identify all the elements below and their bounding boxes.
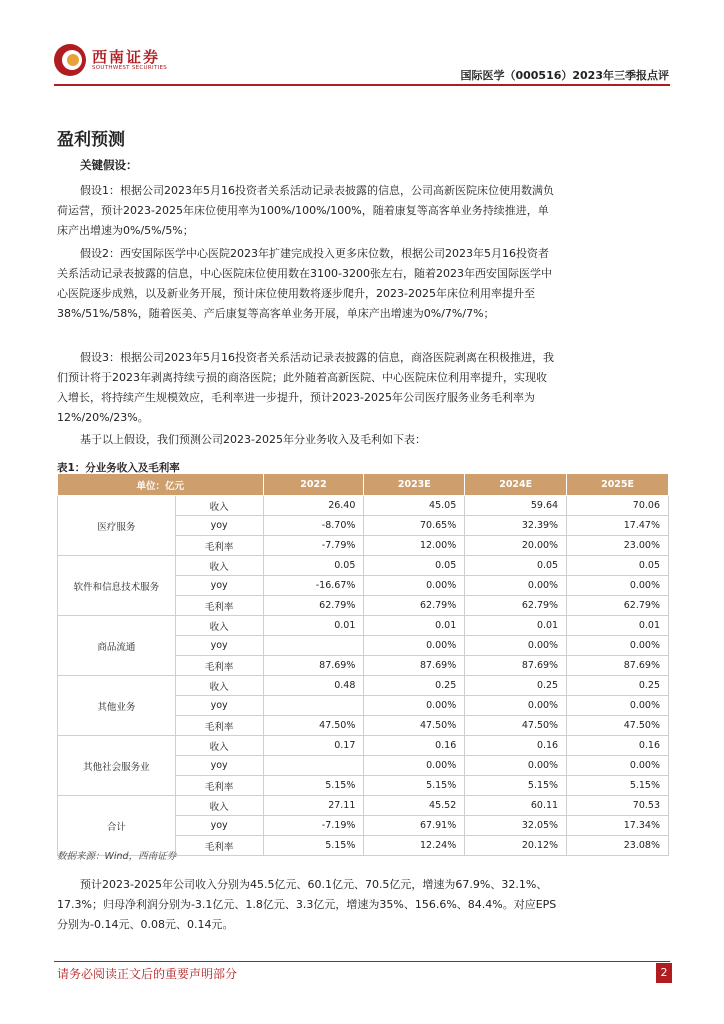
unit-header: 单位：亿元	[58, 474, 264, 496]
value-cell: 60.11	[465, 796, 567, 816]
segment-name-cell: 软件和信息技术服务	[58, 556, 176, 616]
value-cell: 0.25	[364, 676, 465, 696]
value-cell: 5.15%	[364, 776, 465, 796]
value-cell: 23.08%	[567, 836, 669, 856]
footer-divider	[54, 961, 670, 962]
value-cell: 32.05%	[465, 816, 567, 836]
value-cell: 62.79%	[465, 596, 567, 616]
value-cell: 0.25	[567, 676, 669, 696]
value-cell: 0.00%	[567, 756, 669, 776]
value-cell: 0.00%	[567, 696, 669, 716]
value-cell: 0.00%	[465, 576, 567, 596]
table-row	[58, 736, 669, 756]
forecast-summary-paragraph: 预计2023-2025年公司收入分别为45.5亿元、60.1亿元、70.5亿元，增速为67.9%、32.1%、17.3%；归母净利润分别为-3.1亿元、1.8亿元、3.3亿元，增速为35%、156.6%、84.4%。对应EPS分别为-0.14元、0.08元、0.14元。	[57, 878, 557, 931]
segment-name-cell: 合计	[58, 796, 176, 856]
data-source: 数据来源：Wind，西南证券	[57, 851, 177, 862]
value-cell: 20.12%	[465, 836, 567, 856]
metric-label-cell: 毛利率	[175, 536, 263, 556]
value-cell: 0.00%	[364, 756, 465, 776]
value-cell: 5.15%	[567, 776, 669, 796]
table-row	[58, 616, 669, 636]
value-cell: 87.69%	[364, 656, 465, 676]
segment-revenue-table	[57, 473, 669, 856]
value-cell: 45.52	[364, 796, 465, 816]
value-cell: 0.01	[465, 616, 567, 636]
metric-label-cell: yoy	[175, 636, 263, 656]
value-cell: 0.00%	[465, 696, 567, 716]
metric-label-cell: 毛利率	[175, 656, 263, 676]
value-cell: 87.69%	[567, 656, 669, 676]
metric-label-cell: 收入	[175, 796, 263, 816]
footer-disclaimer: 请务必阅读正文后的重要声明部分	[57, 967, 238, 981]
value-cell: 47.50%	[364, 716, 465, 736]
value-cell: 47.50%	[465, 716, 567, 736]
value-cell: 70.06	[567, 496, 669, 516]
value-cell: 0.00%	[465, 756, 567, 776]
metric-label-cell: yoy	[175, 696, 263, 716]
table-row	[58, 676, 669, 696]
metric-label-cell: yoy	[175, 756, 263, 776]
value-cell: 0.05	[567, 556, 669, 576]
value-cell: 5.15%	[263, 776, 364, 796]
assumption-3-paragraph: 假设3：根据公司2023年5月16投资者关系活动记录表披露的信息，商洛医院剥离在积极推进，我们预计将于2023年剥离持续亏损的商洛医院；此外随着高新医院、中心医院床位利用率提升，实现收入增长，将持续产生规模效应，毛利率进一步提升，预计2023-2025年公司医疗服务业务毛利率为12%/20%/23%。	[57, 351, 554, 424]
metric-label-cell: 收入	[175, 676, 263, 696]
metric-label-cell: 毛利率	[175, 716, 263, 736]
value-cell: 0.48	[263, 676, 364, 696]
year-header: 2024E	[465, 474, 567, 496]
metric-label-cell: 收入	[175, 556, 263, 576]
value-cell: 87.69%	[263, 656, 364, 676]
value-cell: 0.16	[567, 736, 669, 756]
metric-label-cell: 毛利率	[175, 836, 263, 856]
value-cell: 0.05	[364, 556, 465, 576]
assumption-1-paragraph: 假设1：根据公司2023年5月16投资者关系活动记录表披露的信息，公司高新医院床位使用数满负荷运营，预计2023-2025年床位使用率为100%/100%/100%，随着康复等高客单业务持续推进，单床产出增速为0%/5%/5%；	[57, 184, 554, 237]
value-cell: 0.00%	[567, 636, 669, 656]
value-cell	[263, 696, 364, 716]
value-cell: 47.50%	[263, 716, 364, 736]
page-number: 2	[656, 963, 672, 983]
value-cell: 0.16	[364, 736, 465, 756]
header-divider	[54, 84, 670, 86]
value-cell: 70.53	[567, 796, 669, 816]
value-cell: 87.69%	[465, 656, 567, 676]
value-cell: 0.00%	[364, 636, 465, 656]
metric-label-cell: yoy	[175, 816, 263, 836]
value-cell: 26.40	[263, 496, 364, 516]
value-cell: 0.05	[465, 556, 567, 576]
value-cell: 27.11	[263, 796, 364, 816]
value-cell: -7.19%	[263, 816, 364, 836]
section-title: 盈利预测	[57, 130, 125, 150]
value-cell: 0.25	[465, 676, 567, 696]
key-assumptions-label: 关键假设：	[80, 158, 138, 172]
metric-label-cell: 收入	[175, 616, 263, 636]
metric-label-cell: yoy	[175, 576, 263, 596]
value-cell: 62.79%	[364, 596, 465, 616]
value-cell: 70.65%	[364, 516, 465, 536]
value-cell: 17.34%	[567, 816, 669, 836]
value-cell: 5.15%	[263, 836, 364, 856]
assumption-2-paragraph: 假设2：西安国际医学中心医院2023年扩建完成投入更多床位数，根据公司2023年5月16投资者关系活动记录表披露的信息，中心医院床位使用数在3100-3200张左右，随着2023年西安国际医学中心医院逐步成熟，以及新业务开展，预计床位使用数将逐步爬升，2023-2025年床位利用率提升至38%/51%/58%，随着医美、产后康复等高客单业务开展，单床产出增速为0%/7%/7%；	[57, 247, 552, 320]
metric-label-cell: yoy	[175, 516, 263, 536]
value-cell: 0.05	[263, 556, 364, 576]
value-cell: 12.00%	[364, 536, 465, 556]
value-cell	[263, 636, 364, 656]
metric-label-cell: 收入	[175, 496, 263, 516]
value-cell: -16.67%	[263, 576, 364, 596]
value-cell: 32.39%	[465, 516, 567, 536]
year-header: 2022	[263, 474, 364, 496]
company-logo	[54, 44, 204, 80]
value-cell: 62.79%	[263, 596, 364, 616]
value-cell: 47.50%	[567, 716, 669, 736]
value-cell: 12.24%	[364, 836, 465, 856]
value-cell: 0.01	[364, 616, 465, 636]
value-cell: 20.00%	[465, 536, 567, 556]
value-cell: 67.91%	[364, 816, 465, 836]
forecast-intro-paragraph: 基于以上假设，我们预测公司2023-2025年分业务收入及毛利如下表：	[80, 433, 426, 446]
segment-name-cell: 其他业务	[58, 676, 176, 736]
value-cell: -8.70%	[263, 516, 364, 536]
value-cell: 45.05	[364, 496, 465, 516]
logo-emblem-icon	[54, 44, 86, 76]
table-row	[58, 556, 669, 576]
value-cell: 0.01	[263, 616, 364, 636]
value-cell: -7.79%	[263, 536, 364, 556]
logo-english-name: SOUTHWEST SECURITIES	[92, 65, 168, 71]
value-cell: 59.64	[465, 496, 567, 516]
table-row	[58, 496, 669, 516]
value-cell: 0.01	[567, 616, 669, 636]
table-row	[58, 796, 669, 816]
value-cell: 17.47%	[567, 516, 669, 536]
value-cell: 62.79%	[567, 596, 669, 616]
metric-label-cell: 收入	[175, 736, 263, 756]
year-header: 2023E	[364, 474, 465, 496]
value-cell	[263, 756, 364, 776]
metric-label-cell: 毛利率	[175, 596, 263, 616]
table-header-row	[58, 474, 669, 496]
value-cell: 0.00%	[465, 636, 567, 656]
segment-name-cell: 医疗服务	[58, 496, 176, 556]
value-cell: 23.00%	[567, 536, 669, 556]
metric-label-cell: 毛利率	[175, 776, 263, 796]
value-cell: 5.15%	[465, 776, 567, 796]
value-cell: 0.00%	[364, 576, 465, 596]
page-header	[0, 0, 724, 90]
value-cell: 0.16	[465, 736, 567, 756]
year-header: 2025E	[567, 474, 669, 496]
value-cell: 0.00%	[364, 696, 465, 716]
segment-name-cell: 商品流通	[58, 616, 176, 676]
table-title: 表1：分业务收入及毛利率	[57, 462, 180, 474]
value-cell: 0.00%	[567, 576, 669, 596]
logo-chinese-name: 西南证券	[92, 48, 161, 66]
report-title: 国际医学（000516）2023年三季报点评	[460, 69, 669, 82]
segment-name-cell: 其他社会服务业	[58, 736, 176, 796]
table-body	[58, 496, 669, 856]
value-cell: 0.17	[263, 736, 364, 756]
